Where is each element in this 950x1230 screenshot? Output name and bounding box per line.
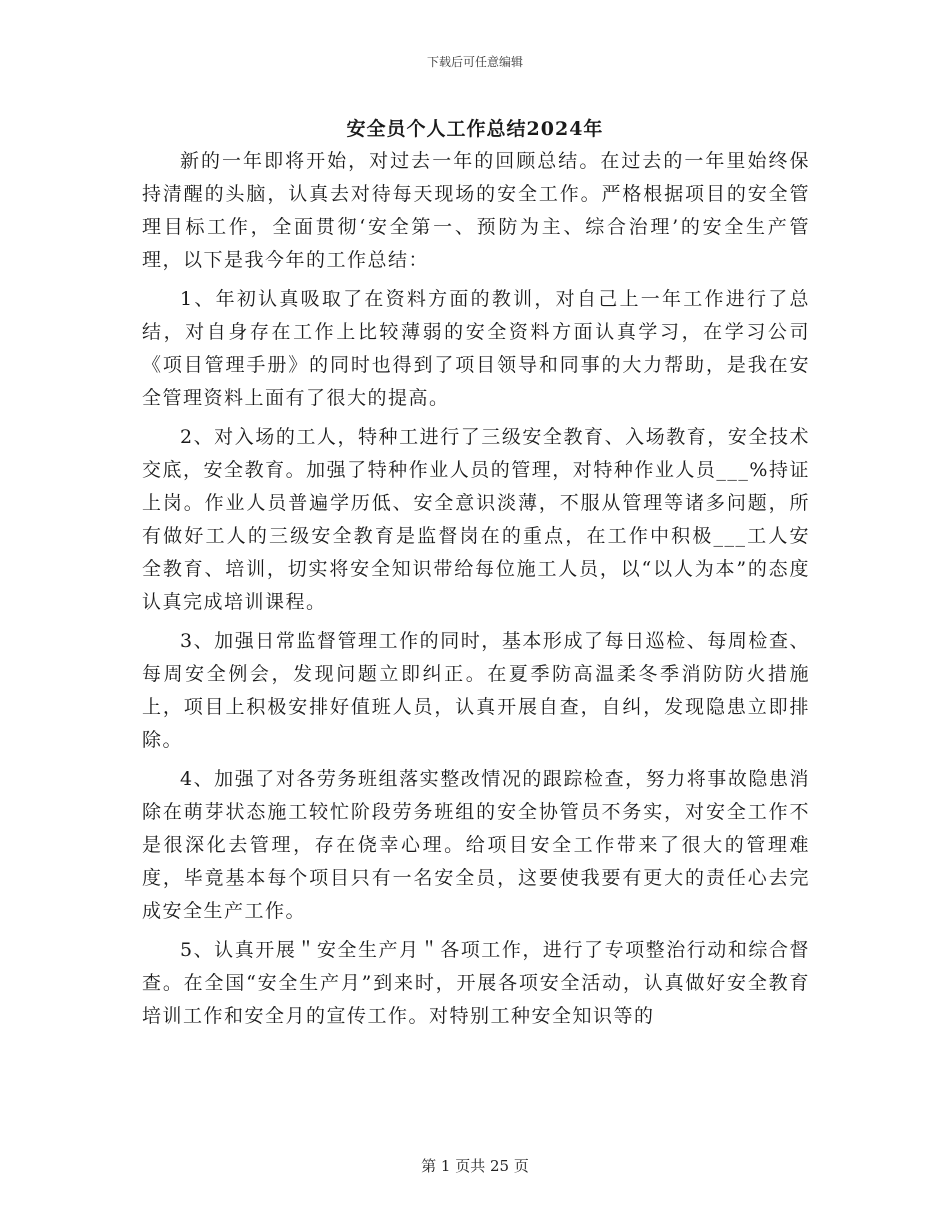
paragraph-item-2: 2、对入场的工人，特种工进行了三级安全教育、入场教育，安全技术交底，安全教育。加强了特种作业人员的管理，对特种作业人员___%持证上岗。作业人员普遍学历低、安全意识淡薄，不服从管理等诸多问题，所有做好工人的三级安全教育是监督岗在的重点，在工作中积极___工人安全教育、培训，切实将安全知识带给每位施工人员，以“以人为本”的态度认真完成培训课程。 (142, 426, 810, 613)
document-body (142, 145, 810, 1039)
paragraph-intro: 新的一年即将开始，对过去一年的回顾总结。在过去的一年里始终保持清醒的头脑，认真去对待每天现场的安全工作。严格根据项目的安全管理目标工作，全面贯彻‘安全第一、预防为主、综合治理’的安全生产管理，以下是我今年的工作总结： (142, 150, 810, 271)
page-header: 下载后可任意编辑 (426, 55, 523, 69)
paragraph-item-4: 4、加强了对各劳务班组落实整改情况的跟踪检查，努力将事故隐患消除在萌芽状态施工较忙阶段劳务班组的安全协管员不务实，对安全工作不是很深化去管理，存在侥幸心理。给项目安全工作带来了很大的管理难度，毕竟基本每个项目只有一名安全员，这要使我要有更大的责任心去完成安全生产工作。 (142, 768, 810, 922)
paragraph-item-5: 5、认真开展＂安全生产月＂各项工作，进行了专项整治行动和综合督查。在全国“安全生产月”到来时，开展各项安全活动，认真做好安全教育培训工作和安全月的宣传工作。对特别工种安全知识等的 (142, 939, 810, 1027)
paragraph-item-3: 3、加强日常监督管理工作的同时，基本形成了每日巡检、每周检查、每周安全例会，发现问题立即纠正。在夏季防高温柔冬季消防防火措施上，项目上积极安排好值班人员，认真开展自查，自纠，发现隐患立即排除。 (142, 630, 810, 751)
document-title: 安全员个人工作总结2024年 (346, 118, 604, 140)
paragraph-item-1: 1、年初认真吸取了在资料方面的教训，对自己上一年工作进行了总结，对自身存在工作上比较薄弱的安全资料方面认真学习，在学习公司《项目管理手册》的同时也得到了项目领导和同事的大力帮助，是我在安全管理资料上面有了很大的提高。 (142, 288, 810, 409)
page-number: 第 1 页共 25 页 (421, 1157, 529, 1175)
